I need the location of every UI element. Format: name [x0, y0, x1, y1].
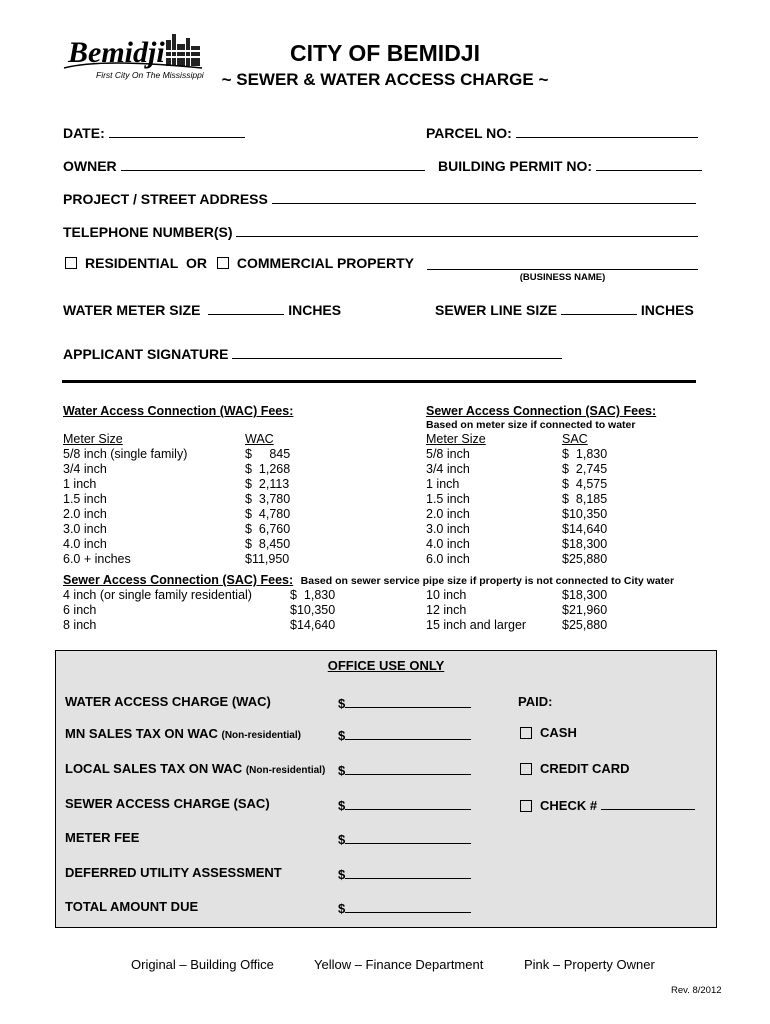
dollar-sign: $ [338, 696, 346, 711]
parcel-label: PARCEL NO: [426, 125, 512, 141]
footer-pink: Pink – Property Owner [524, 957, 655, 972]
sac-row-fee: $ 4,575 [562, 477, 608, 491]
parcel-input[interactable] [516, 123, 698, 138]
wac-col-fee: WAC [245, 432, 274, 446]
office-mn-tax-label: MN SALES TAX ON WAC [65, 726, 218, 741]
sac-row-size: 3.0 inch [426, 522, 470, 536]
wac-col-size: Meter Size [63, 432, 123, 446]
amount-field[interactable] [338, 830, 471, 847]
wac-row-fee: $11,950 [245, 552, 290, 566]
dollar-sign: $ [338, 728, 346, 743]
amount-field[interactable] [338, 761, 471, 778]
sewer-line-inches: INCHES [640, 302, 694, 318]
wac-row-size: 3/4 inch [63, 462, 107, 476]
office-local-tax-row [65, 761, 325, 776]
wac-row-size: 5/8 inch (single family) [63, 447, 188, 461]
sac-row-size: 4.0 inch [426, 537, 470, 551]
amount-input[interactable] [345, 694, 471, 708]
wac-row-fee: $ 3,780 [245, 492, 291, 506]
sac-pipe-row-fee-large: $18,300 [562, 588, 608, 602]
telephone-field[interactable] [63, 222, 698, 240]
credit-card-label: CREDIT CARD [540, 761, 630, 776]
owner-field[interactable] [63, 156, 425, 174]
sac-pipe-heading: Sewer Access Connection (SAC) Fees: [63, 573, 294, 587]
telephone-input[interactable] [236, 222, 698, 237]
dollar-sign: $ [338, 798, 346, 813]
office-total-label: TOTAL AMOUNT DUE [65, 899, 199, 914]
sac-col-fee: SAC [562, 432, 588, 446]
sac-row-size: 2.0 inch [426, 507, 470, 521]
office-sac-label: SEWER ACCESS CHARGE (SAC) [65, 796, 270, 811]
sac-col-size: Meter Size [426, 432, 486, 446]
office-use-panel [55, 650, 717, 928]
sac-pipe-row-fee: $14,640 [290, 618, 336, 632]
footer-yellow: Yellow – Finance Department [314, 957, 484, 972]
office-heading: OFFICE USE ONLY [327, 658, 445, 673]
water-meter-label: WATER METER SIZE [63, 302, 201, 318]
sac-row-fee: $ 1,830 [562, 447, 608, 461]
project-address-input[interactable] [272, 189, 696, 204]
office-meter-fee-label: METER FEE [65, 830, 140, 845]
office-deferred-label: DEFERRED UTILITY ASSESSMENT [65, 865, 282, 880]
sac-row-fee: $14,640 [562, 522, 608, 536]
wac-heading: Water Access Connection (WAC) Fees: [63, 404, 294, 418]
sac-pipe-row-size-large: 12 inch [426, 603, 467, 617]
check-number-input[interactable] [601, 796, 695, 810]
sac-row-size: 6.0 inch [426, 552, 470, 566]
sac-pipe-row-fee: $ 1,830 [290, 588, 336, 602]
amount-input[interactable] [345, 796, 471, 810]
property-type-row [65, 255, 414, 271]
wac-row-fee: $ 1,268 [245, 462, 291, 476]
sewer-line-input[interactable] [561, 300, 637, 315]
sac-pipe-row-size: 6 inch [63, 603, 97, 617]
sac-pipe-row-fee: $10,350 [290, 603, 336, 617]
wac-row-fee: $ 8,450 [245, 537, 291, 551]
parcel-field[interactable] [426, 123, 698, 141]
dollar-sign: $ [338, 763, 346, 778]
signature-input[interactable] [232, 344, 562, 359]
business-name-label: (BUSINESS NAME) [519, 272, 606, 283]
dollar-sign: $ [338, 901, 346, 916]
sac-row-fee: $10,350 [562, 507, 608, 521]
sac-row-size: 5/8 inch [426, 447, 470, 461]
sac-row-fee: $25,880 [562, 552, 608, 566]
cash-checkbox[interactable] [520, 727, 532, 739]
footer-original: Original – Building Office [131, 957, 274, 972]
sewer-line-label: SEWER LINE SIZE [435, 302, 558, 318]
office-check-option[interactable] [520, 796, 695, 813]
sac-subheading: Based on meter size if connected to water [426, 419, 636, 431]
amount-field[interactable] [338, 865, 471, 882]
sac-heading: Sewer Access Connection (SAC) Fees: [426, 404, 657, 418]
permit-input[interactable] [596, 156, 702, 171]
office-paid-label: PAID: [518, 694, 553, 709]
or-label: OR [185, 255, 207, 271]
sac-pipe-note: Based on sewer service pipe size if property is not connected to City water [300, 575, 675, 587]
sac-pipe-row-size-large: 15 inch and larger [426, 618, 527, 632]
office-mn-tax-row [65, 726, 301, 741]
credit-card-checkbox[interactable] [520, 763, 532, 775]
date-label: DATE: [63, 125, 105, 141]
date-input[interactable] [109, 123, 245, 138]
dollar-sign: $ [338, 867, 346, 882]
owner-input[interactable] [121, 156, 425, 171]
wac-row-size: 1 inch [63, 477, 97, 491]
amount-field[interactable] [338, 796, 471, 813]
sac-pipe-row-size-large: 10 inch [426, 588, 467, 602]
signature-label: APPLICANT SIGNATURE [63, 346, 229, 362]
footer-revision: Rev. 8/2012 [671, 985, 722, 996]
amount-field[interactable] [338, 726, 471, 743]
date-field[interactable] [63, 123, 245, 141]
sac-pipe-row-fee-large: $21,960 [562, 603, 608, 617]
section-divider [62, 380, 696, 383]
water-meter-inches: INCHES [288, 302, 342, 318]
amount-input[interactable] [345, 726, 471, 740]
sac-pipe-row-size: 8 inch [63, 618, 97, 632]
office-credit-option[interactable] [520, 761, 630, 776]
wac-row-fee: $ 2,113 [245, 477, 290, 491]
wac-row-fee: $ 4,780 [245, 507, 291, 521]
check-label: CHECK # [540, 798, 598, 813]
wac-row-size: 6.0 + inches [63, 552, 131, 566]
amount-input[interactable] [345, 830, 471, 844]
sac-row-size: 1 inch [426, 477, 460, 491]
page-subtitle: ~ SEWER & WATER ACCESS CHARGE ~ [221, 70, 549, 89]
wac-row-size: 3.0 inch [63, 522, 107, 536]
amount-input[interactable] [345, 899, 471, 913]
sac-pipe-row-size: 4 inch (or single family residential) [63, 588, 252, 602]
office-local-tax-label: LOCAL SALES TAX ON WAC [65, 761, 243, 776]
office-wac-label: WATER ACCESS CHARGE (WAC) [65, 694, 271, 709]
office-local-tax-note: (Non-residential) [245, 765, 326, 776]
residential-label: RESIDENTIAL [85, 255, 179, 271]
check-checkbox[interactable] [520, 800, 532, 812]
owner-label: OWNER [63, 158, 117, 174]
sac-row-size: 3/4 inch [426, 462, 470, 476]
water-meter-input[interactable] [208, 300, 284, 315]
office-mn-tax-note: (Non-residential) [221, 730, 301, 741]
amount-input[interactable] [345, 761, 471, 775]
amount-input[interactable] [345, 865, 471, 879]
wac-row-size: 2.0 inch [63, 507, 107, 521]
sac-row-size: 1.5 inch [426, 492, 470, 506]
sac-pipe-row-fee-large: $25,880 [562, 618, 608, 632]
sac-row-fee: $18,300 [562, 537, 608, 551]
wac-row-size: 1.5 inch [63, 492, 107, 506]
sewer-line-field[interactable] [435, 300, 694, 318]
sac-row-fee: $ 8,185 [562, 492, 608, 506]
amount-field[interactable] [338, 694, 471, 711]
commercial-label: COMMERCIAL PROPERTY [236, 255, 414, 271]
signature-field[interactable] [63, 344, 562, 362]
project-address-field[interactable] [63, 189, 696, 207]
amount-field[interactable] [338, 899, 471, 916]
project-address-label: PROJECT / STREET ADDRESS [63, 191, 268, 207]
wac-row-fee: $ 6,760 [245, 522, 291, 536]
commercial-checkbox[interactable] [217, 257, 229, 269]
logo-text: Bemidji [68, 36, 165, 69]
residential-checkbox[interactable] [65, 257, 77, 269]
permit-label: BUILDING PERMIT NO: [438, 158, 592, 174]
office-cash-option[interactable] [520, 725, 577, 740]
logo-tagline: First City On The Mississippi [96, 70, 204, 80]
sac-row-fee: $ 2,745 [562, 462, 608, 476]
telephone-label: TELEPHONE NUMBER(S) [63, 224, 233, 240]
wac-row-size: 4.0 inch [63, 537, 107, 551]
wac-row-fee: $ 845 [245, 447, 291, 461]
cash-label: CASH [540, 725, 577, 740]
sac-pipe-header [63, 573, 674, 587]
water-meter-field[interactable] [63, 300, 341, 318]
dollar-sign: $ [338, 832, 346, 847]
business-name-input[interactable] [427, 254, 698, 270]
page-title: CITY OF BEMIDJI [290, 40, 480, 66]
permit-field[interactable] [438, 156, 702, 174]
